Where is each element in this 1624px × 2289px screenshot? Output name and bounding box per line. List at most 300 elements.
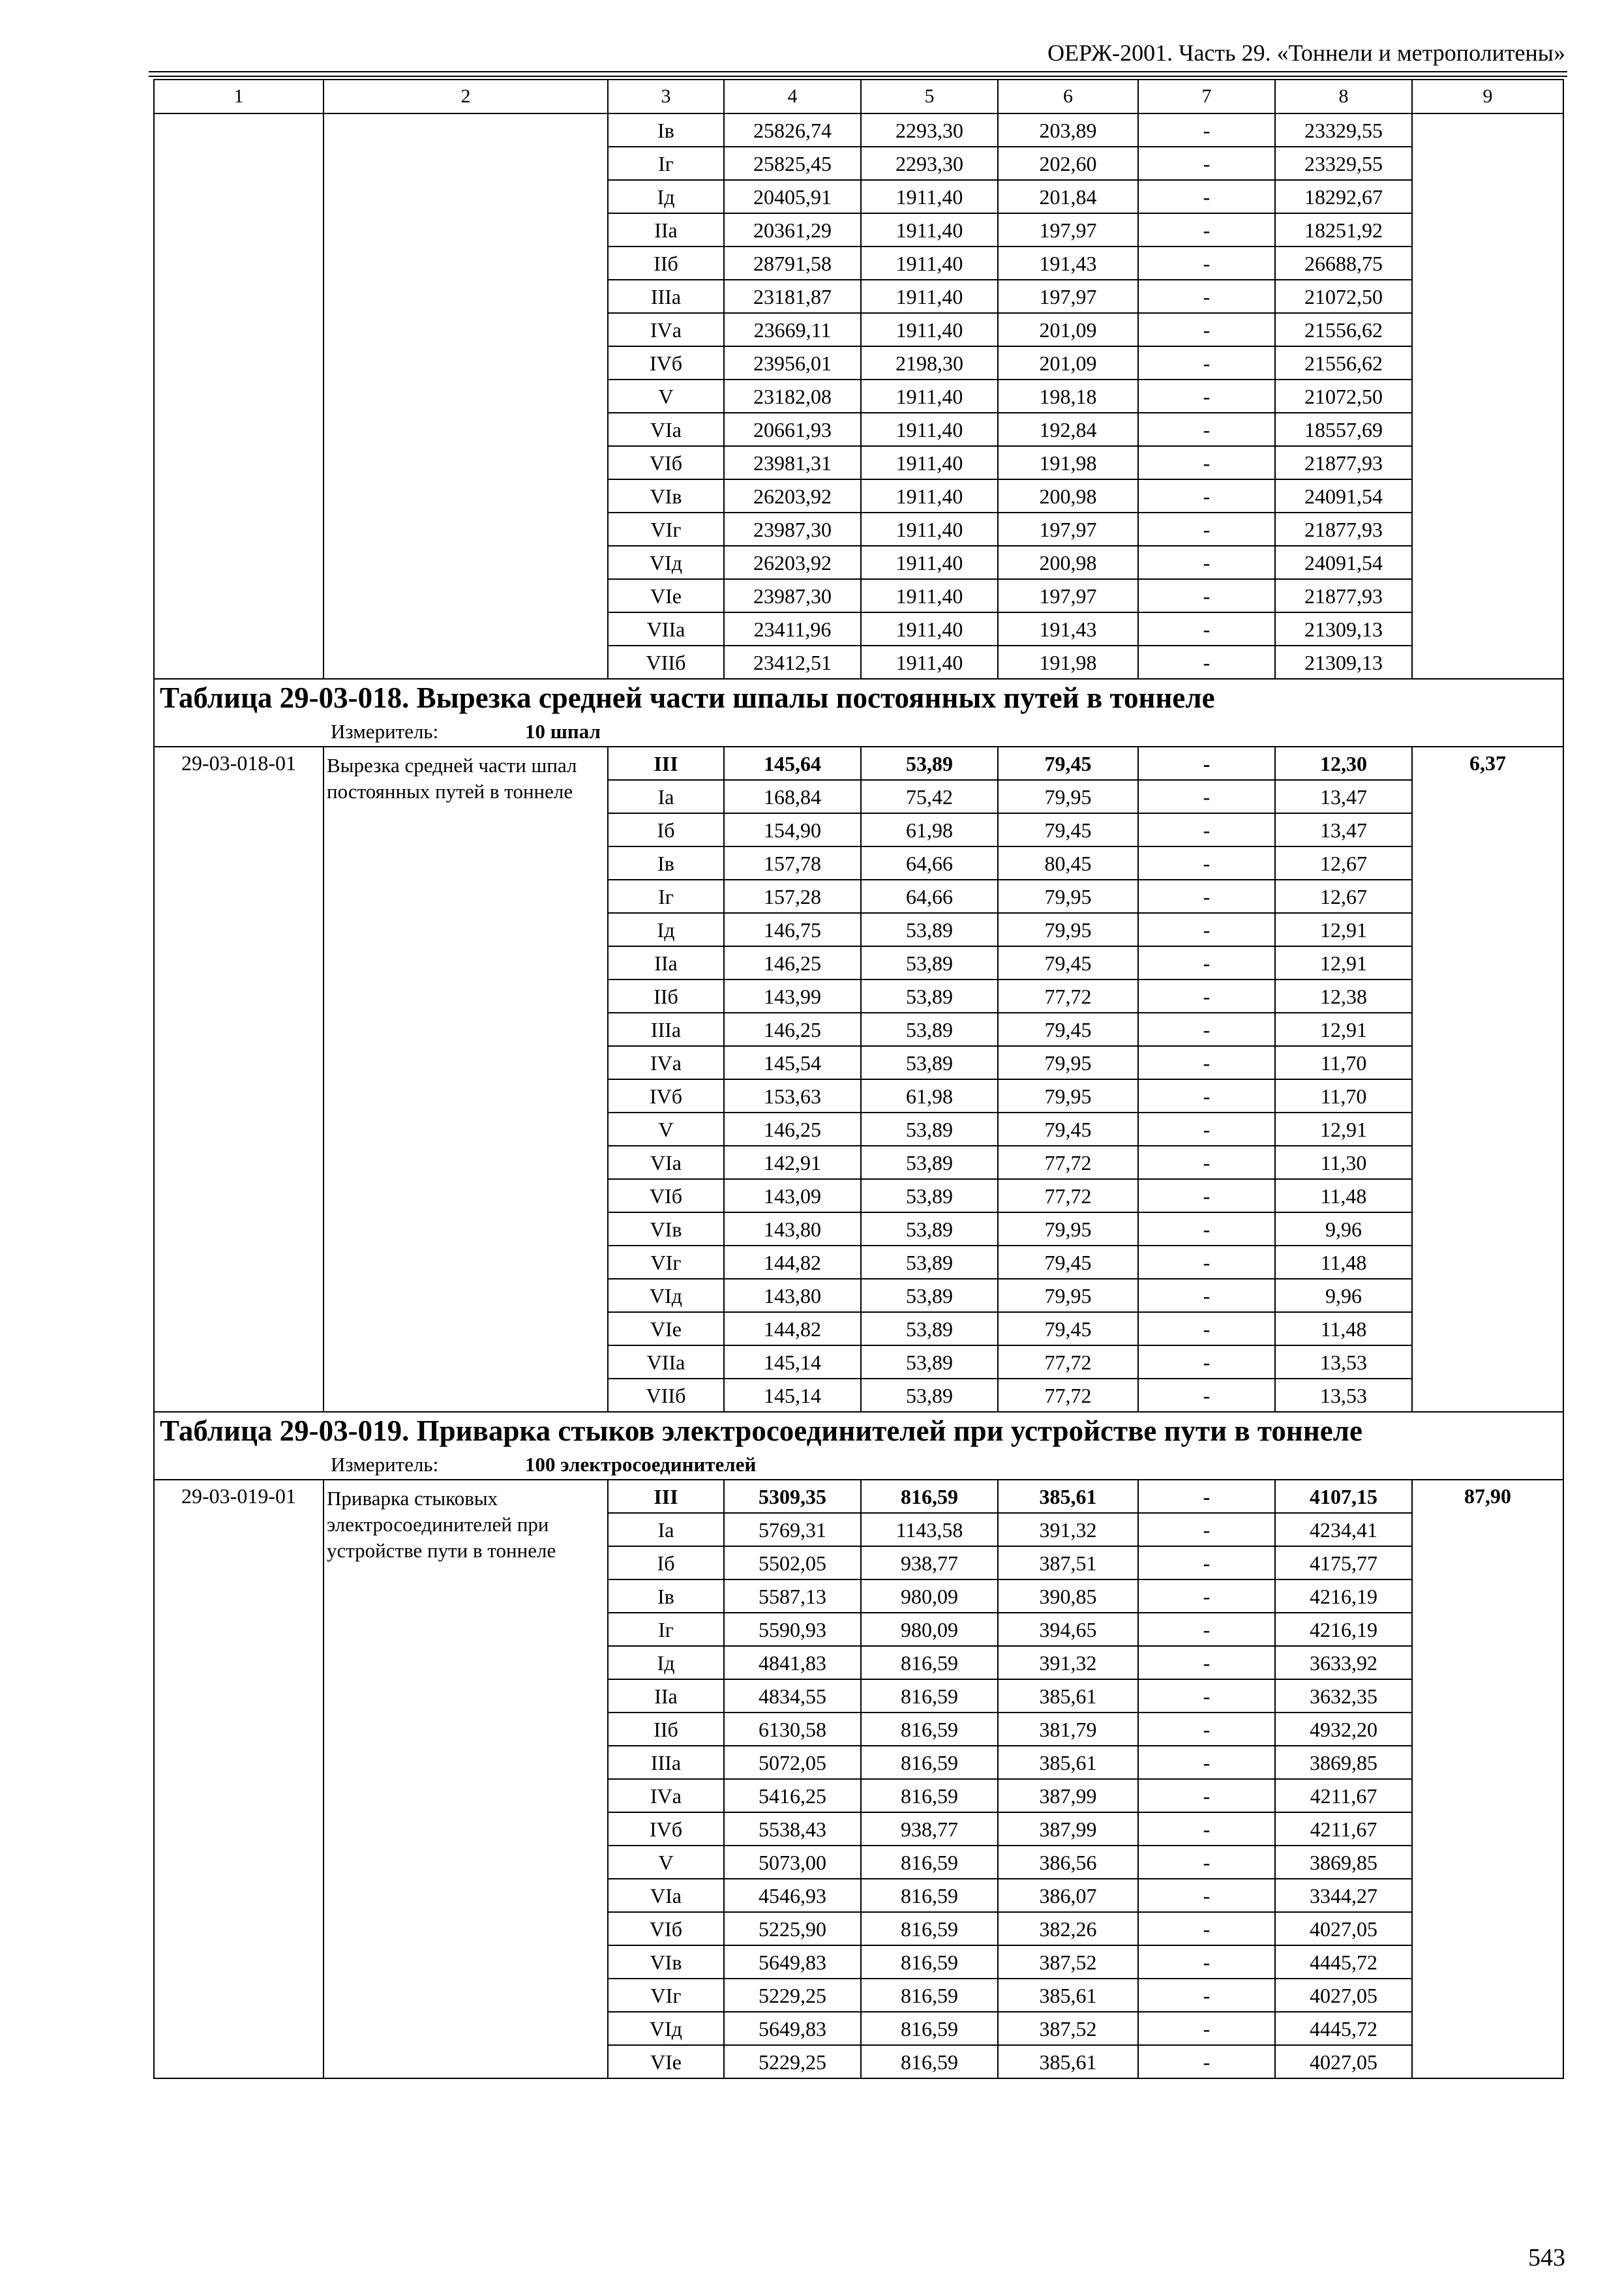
- zone-cell: VIв: [608, 1945, 724, 1979]
- value-cell: 79,45: [998, 1312, 1138, 1345]
- value-cell: 5502,05: [724, 1546, 861, 1579]
- col9-cell: [1412, 113, 1563, 679]
- value-cell: 385,61: [998, 1480, 1138, 1513]
- value-cell: 11,48: [1275, 1246, 1412, 1279]
- zone-cell: Iг: [608, 147, 724, 180]
- value-cell: 26688,75: [1275, 247, 1412, 280]
- value-cell: 21072,50: [1275, 280, 1412, 313]
- value-cell: 191,98: [998, 646, 1138, 679]
- value-cell: 4932,20: [1275, 1713, 1412, 1746]
- value-cell: -: [1138, 313, 1275, 346]
- zone-cell: IIIа: [608, 280, 724, 313]
- value-cell: 53,89: [861, 913, 998, 946]
- value-cell: 5072,05: [724, 1746, 861, 1779]
- unit-row: [154, 1449, 1563, 1480]
- value-cell: 23987,30: [724, 579, 861, 612]
- zone-cell: VIIа: [608, 612, 724, 646]
- zone-cell: Iв: [608, 113, 724, 147]
- value-cell: 20361,29: [724, 213, 861, 247]
- value-cell: 5769,31: [724, 1513, 861, 1546]
- value-cell: 201,84: [998, 180, 1138, 213]
- value-cell: 79,95: [998, 1046, 1138, 1079]
- value-cell: 146,25: [724, 1013, 861, 1046]
- value-cell: 12,91: [1275, 1013, 1412, 1046]
- value-cell: 390,85: [998, 1579, 1138, 1613]
- value-cell: 53,89: [861, 946, 998, 980]
- value-cell: 146,75: [724, 913, 861, 946]
- value-cell: 191,98: [998, 446, 1138, 479]
- value-cell: 9,96: [1275, 1279, 1412, 1312]
- value-cell: -: [1138, 846, 1275, 880]
- zone-cell: VIг: [608, 1979, 724, 2012]
- value-cell: 387,51: [998, 1546, 1138, 1579]
- value-cell: -: [1138, 1945, 1275, 1979]
- value-cell: 23956,01: [724, 346, 861, 380]
- value-cell: -: [1138, 1113, 1275, 1146]
- value-cell: -: [1138, 747, 1275, 780]
- value-cell: 146,25: [724, 946, 861, 980]
- value-cell: 23987,30: [724, 513, 861, 546]
- value-cell: 2198,30: [861, 346, 998, 380]
- code-cell: [154, 113, 323, 679]
- value-cell: 385,61: [998, 1679, 1138, 1713]
- value-cell: 21309,13: [1275, 612, 1412, 646]
- column-number: 3: [608, 80, 724, 113]
- column-number: 8: [1275, 80, 1412, 113]
- value-cell: 79,95: [998, 880, 1138, 913]
- value-cell: 5225,90: [724, 1912, 861, 1945]
- value-cell: -: [1138, 2012, 1275, 2045]
- value-cell: 387,99: [998, 1812, 1138, 1846]
- header-divider: [149, 71, 1567, 72]
- value-cell: 5309,35: [724, 1480, 861, 1513]
- value-cell: 157,28: [724, 880, 861, 913]
- value-cell: -: [1138, 1546, 1275, 1579]
- zone-cell: IIб: [608, 247, 724, 280]
- value-cell: 11,70: [1275, 1046, 1412, 1079]
- value-cell: 1143,58: [861, 1513, 998, 1546]
- value-cell: 53,89: [861, 1279, 998, 1312]
- value-cell: -: [1138, 1480, 1275, 1513]
- value-cell: -: [1138, 1046, 1275, 1079]
- zone-cell: IIа: [608, 1679, 724, 1713]
- value-cell: 197,97: [998, 579, 1138, 612]
- zone-cell: VIг: [608, 1246, 724, 1279]
- zone-cell: VIб: [608, 1912, 724, 1945]
- value-cell: 816,59: [861, 1912, 998, 1945]
- value-cell: -: [1138, 1812, 1275, 1846]
- value-cell: 157,78: [724, 846, 861, 880]
- column-number: 1: [154, 80, 323, 113]
- zone-cell: IIIа: [608, 1746, 724, 1779]
- value-cell: -: [1138, 646, 1275, 679]
- unit-label: Измеритель:: [331, 719, 439, 743]
- value-cell: 4546,93: [724, 1879, 861, 1912]
- value-cell: 25826,74: [724, 113, 861, 147]
- value-cell: 4834,55: [724, 1679, 861, 1713]
- value-cell: 1911,40: [861, 380, 998, 413]
- value-cell: 1911,40: [861, 280, 998, 313]
- value-cell: 938,77: [861, 1812, 998, 1846]
- value-cell: 75,42: [861, 780, 998, 813]
- value-cell: 77,72: [998, 1345, 1138, 1379]
- value-cell: 79,95: [998, 780, 1138, 813]
- value-cell: 1911,40: [861, 646, 998, 679]
- value-cell: 53,89: [861, 1013, 998, 1046]
- value-cell: 394,65: [998, 1613, 1138, 1646]
- value-cell: 143,80: [724, 1279, 861, 1312]
- value-cell: 144,82: [724, 1246, 861, 1279]
- value-cell: 53,89: [861, 980, 998, 1013]
- value-cell: 5229,25: [724, 1979, 861, 2012]
- column-number: 7: [1138, 80, 1275, 113]
- value-cell: 387,99: [998, 1779, 1138, 1812]
- value-cell: -: [1138, 280, 1275, 313]
- code-cell: 29-03-018-01: [154, 747, 323, 1412]
- value-cell: 23669,11: [724, 313, 861, 346]
- value-cell: 1911,40: [861, 213, 998, 247]
- value-cell: 53,89: [861, 1345, 998, 1379]
- value-cell: 145,54: [724, 1046, 861, 1079]
- value-cell: 198,18: [998, 380, 1138, 413]
- column-number: 9: [1412, 80, 1563, 113]
- value-cell: 197,97: [998, 280, 1138, 313]
- rates-table-body: [154, 80, 1563, 2078]
- unit-cell: [154, 1449, 1563, 1480]
- zone-cell: Iв: [608, 846, 724, 880]
- value-cell: 5587,13: [724, 1579, 861, 1613]
- value-cell: 4216,19: [1275, 1613, 1412, 1646]
- value-cell: 816,59: [861, 1679, 998, 1713]
- zone-cell: III: [608, 747, 724, 780]
- value-cell: 980,09: [861, 1579, 998, 1613]
- value-cell: 1911,40: [861, 446, 998, 479]
- unit-row: [154, 716, 1563, 747]
- zone-cell: IVб: [608, 346, 724, 380]
- value-cell: -: [1138, 1613, 1275, 1646]
- zone-cell: V: [608, 380, 724, 413]
- zone-cell: VIе: [608, 2045, 724, 2078]
- value-cell: 1911,40: [861, 180, 998, 213]
- value-cell: 387,52: [998, 2012, 1138, 2045]
- value-cell: 18251,92: [1275, 213, 1412, 247]
- value-cell: -: [1138, 1279, 1275, 1312]
- value-cell: 26203,92: [724, 479, 861, 513]
- value-cell: -: [1138, 1146, 1275, 1179]
- value-cell: 4027,05: [1275, 1912, 1412, 1945]
- value-cell: 153,63: [724, 1079, 861, 1113]
- value-cell: 53,89: [861, 1179, 998, 1212]
- value-cell: 816,59: [861, 1646, 998, 1679]
- value-cell: 12,91: [1275, 913, 1412, 946]
- value-cell: 1911,40: [861, 612, 998, 646]
- value-cell: 381,79: [998, 1713, 1138, 1746]
- value-cell: 816,59: [861, 1979, 998, 2012]
- value-cell: 4107,15: [1275, 1480, 1412, 1513]
- value-cell: 53,89: [861, 1379, 998, 1412]
- value-cell: 382,26: [998, 1912, 1138, 1945]
- value-cell: 5416,25: [724, 1779, 861, 1812]
- value-cell: 391,32: [998, 1646, 1138, 1679]
- value-cell: 1911,40: [861, 413, 998, 446]
- value-cell: 201,09: [998, 313, 1138, 346]
- zone-cell: VIб: [608, 1179, 724, 1212]
- value-cell: 386,07: [998, 1879, 1138, 1912]
- value-cell: 816,59: [861, 1746, 998, 1779]
- rates-table: [153, 79, 1564, 2079]
- zone-cell: VIе: [608, 579, 724, 612]
- value-cell: 53,89: [861, 1212, 998, 1246]
- value-cell: 12,67: [1275, 880, 1412, 913]
- value-cell: -: [1138, 813, 1275, 846]
- value-cell: 9,96: [1275, 1212, 1412, 1246]
- value-cell: -: [1138, 513, 1275, 546]
- value-cell: -: [1138, 1713, 1275, 1746]
- value-cell: -: [1138, 1345, 1275, 1379]
- zone-cell: Iб: [608, 813, 724, 846]
- value-cell: 13,53: [1275, 1345, 1412, 1379]
- value-cell: 12,67: [1275, 846, 1412, 880]
- zone-cell: VIа: [608, 1146, 724, 1179]
- value-cell: 80,45: [998, 846, 1138, 880]
- value-cell: 77,72: [998, 1379, 1138, 1412]
- value-cell: 816,59: [861, 1779, 998, 1812]
- zone-cell: IIб: [608, 980, 724, 1013]
- value-cell: 146,25: [724, 1113, 861, 1146]
- value-cell: 79,95: [998, 1279, 1138, 1312]
- value-cell: 12,38: [1275, 980, 1412, 1013]
- value-cell: 23981,31: [724, 446, 861, 479]
- value-cell: 192,84: [998, 413, 1138, 446]
- value-cell: 816,59: [861, 1480, 998, 1513]
- value-cell: 816,59: [861, 1846, 998, 1879]
- value-cell: 79,45: [998, 813, 1138, 846]
- value-cell: -: [1138, 612, 1275, 646]
- value-cell: 202,60: [998, 147, 1138, 180]
- value-cell: 4234,41: [1275, 1513, 1412, 1546]
- unit-value: 10 шпал: [525, 719, 601, 743]
- value-cell: 386,56: [998, 1846, 1138, 1879]
- value-cell: 53,89: [861, 1246, 998, 1279]
- column-number: 4: [724, 80, 861, 113]
- value-cell: -: [1138, 1312, 1275, 1345]
- value-cell: 26203,92: [724, 546, 861, 579]
- value-cell: -: [1138, 1679, 1275, 1713]
- value-cell: 13,53: [1275, 1379, 1412, 1412]
- value-cell: 168,84: [724, 780, 861, 813]
- table-title-row: [154, 679, 1563, 716]
- value-cell: 21556,62: [1275, 313, 1412, 346]
- value-cell: 61,98: [861, 1079, 998, 1113]
- value-cell: 5229,25: [724, 2045, 861, 2078]
- zone-cell: VIб: [608, 446, 724, 479]
- col9-cell: 6,37: [1412, 747, 1563, 1412]
- value-cell: 77,72: [998, 980, 1138, 1013]
- zone-cell: V: [608, 1846, 724, 1879]
- value-cell: 3344,27: [1275, 1879, 1412, 1912]
- zone-cell: IIб: [608, 1713, 724, 1746]
- value-cell: 816,59: [861, 2045, 998, 2078]
- value-cell: 25825,45: [724, 147, 861, 180]
- value-cell: 11,30: [1275, 1146, 1412, 1179]
- zone-cell: IVа: [608, 1779, 724, 1812]
- zone-cell: VIIб: [608, 646, 724, 679]
- value-cell: 23412,51: [724, 646, 861, 679]
- zone-cell: VIIб: [608, 1379, 724, 1412]
- description-cell: Вырезка средней части шпал постоянных путей в тоннеле: [323, 747, 608, 1412]
- value-cell: 3632,35: [1275, 1679, 1412, 1713]
- zone-cell: VIв: [608, 1212, 724, 1246]
- table-title-row: [154, 1412, 1563, 1449]
- zone-cell: VIв: [608, 479, 724, 513]
- value-cell: 79,45: [998, 747, 1138, 780]
- code-cell: 29-03-019-01: [154, 1480, 323, 2078]
- value-cell: 191,43: [998, 247, 1138, 280]
- value-cell: 5590,93: [724, 1613, 861, 1646]
- value-cell: 938,77: [861, 1546, 998, 1579]
- value-cell: -: [1138, 980, 1275, 1013]
- value-cell: 5073,00: [724, 1846, 861, 1879]
- value-cell: -: [1138, 546, 1275, 579]
- value-cell: 79,45: [998, 1246, 1138, 1279]
- value-cell: 385,61: [998, 2045, 1138, 2078]
- value-cell: 816,59: [861, 2012, 998, 2045]
- value-cell: -: [1138, 479, 1275, 513]
- value-cell: -: [1138, 413, 1275, 446]
- value-cell: 2293,30: [861, 113, 998, 147]
- value-cell: 5649,83: [724, 2012, 861, 2045]
- value-cell: 145,14: [724, 1379, 861, 1412]
- table-title: Таблица 29-03-019. Приварка стыков электросоединителей при устройстве пути в тоннеле: [154, 1412, 1563, 1449]
- zone-cell: IIа: [608, 213, 724, 247]
- value-cell: 143,09: [724, 1179, 861, 1212]
- unit-label: Измеритель:: [331, 1452, 439, 1476]
- zone-cell: III: [608, 1480, 724, 1513]
- value-cell: 64,66: [861, 880, 998, 913]
- value-cell: -: [1138, 346, 1275, 380]
- header-divider: [149, 76, 1567, 77]
- value-cell: 6130,58: [724, 1713, 861, 1746]
- zone-cell: IIа: [608, 946, 724, 980]
- value-cell: 21556,62: [1275, 346, 1412, 380]
- zone-cell: VIд: [608, 546, 724, 579]
- value-cell: 24091,54: [1275, 546, 1412, 579]
- value-cell: 197,97: [998, 513, 1138, 546]
- value-cell: 200,98: [998, 546, 1138, 579]
- value-cell: 12,30: [1275, 747, 1412, 780]
- value-cell: -: [1138, 1846, 1275, 1879]
- value-cell: 13,47: [1275, 813, 1412, 846]
- value-cell: -: [1138, 1746, 1275, 1779]
- value-cell: 4211,67: [1275, 1779, 1412, 1812]
- value-cell: 980,09: [861, 1613, 998, 1646]
- value-cell: 145,14: [724, 1345, 861, 1379]
- value-cell: 816,59: [861, 1945, 998, 1979]
- value-cell: 191,43: [998, 612, 1138, 646]
- zone-cell: VIIа: [608, 1345, 724, 1379]
- value-cell: 1911,40: [861, 247, 998, 280]
- zone-cell: IIIа: [608, 1013, 724, 1046]
- value-cell: 4216,19: [1275, 1579, 1412, 1613]
- value-cell: 387,52: [998, 1945, 1138, 1979]
- value-cell: 4027,05: [1275, 1979, 1412, 2012]
- value-cell: 23329,55: [1275, 113, 1412, 147]
- value-cell: -: [1138, 1079, 1275, 1113]
- zone-cell: Iд: [608, 180, 724, 213]
- value-cell: 79,95: [998, 1212, 1138, 1246]
- value-cell: -: [1138, 1779, 1275, 1812]
- value-cell: 53,89: [861, 1046, 998, 1079]
- value-cell: 24091,54: [1275, 479, 1412, 513]
- description-cell: [323, 113, 608, 679]
- value-cell: -: [1138, 880, 1275, 913]
- value-cell: 21309,13: [1275, 646, 1412, 679]
- value-cell: -: [1138, 213, 1275, 247]
- column-number: 6: [998, 80, 1138, 113]
- zone-cell: IVб: [608, 1812, 724, 1846]
- zone-cell: Iг: [608, 880, 724, 913]
- value-cell: 201,09: [998, 346, 1138, 380]
- value-cell: 4841,83: [724, 1646, 861, 1679]
- value-cell: 4445,72: [1275, 2012, 1412, 2045]
- value-cell: 3633,92: [1275, 1646, 1412, 1679]
- value-cell: -: [1138, 380, 1275, 413]
- value-cell: 18557,69: [1275, 413, 1412, 446]
- value-cell: 143,80: [724, 1212, 861, 1246]
- document-header-title: ОЕРЖ-2001. Часть 29. «Тоннели и метрополитены»: [1047, 40, 1565, 66]
- value-cell: 23182,08: [724, 380, 861, 413]
- value-cell: 203,89: [998, 113, 1138, 147]
- zone-cell: IVа: [608, 313, 724, 346]
- table-row: [154, 747, 1563, 780]
- value-cell: 28791,58: [724, 247, 861, 280]
- value-cell: 21072,50: [1275, 380, 1412, 413]
- value-cell: 20405,91: [724, 180, 861, 213]
- table-row: [154, 1480, 1563, 1513]
- value-cell: 79,95: [998, 1079, 1138, 1113]
- value-cell: 2293,30: [861, 147, 998, 180]
- col9-cell: 87,90: [1412, 1480, 1563, 2078]
- value-cell: 144,82: [724, 1312, 861, 1345]
- value-cell: 11,70: [1275, 1079, 1412, 1113]
- table-row: [154, 113, 1563, 147]
- zone-cell: VIа: [608, 1879, 724, 1912]
- value-cell: 4175,77: [1275, 1546, 1412, 1579]
- value-cell: 816,59: [861, 1713, 998, 1746]
- value-cell: 145,64: [724, 747, 861, 780]
- value-cell: 3869,85: [1275, 1846, 1412, 1879]
- zone-cell: Iб: [608, 1546, 724, 1579]
- value-cell: 79,95: [998, 913, 1138, 946]
- value-cell: 23411,96: [724, 612, 861, 646]
- value-cell: 53,89: [861, 1312, 998, 1345]
- column-number-row: [154, 80, 1563, 113]
- zone-cell: IVа: [608, 1046, 724, 1079]
- value-cell: 3869,85: [1275, 1746, 1412, 1779]
- value-cell: -: [1138, 1179, 1275, 1212]
- zone-cell: VIг: [608, 513, 724, 546]
- value-cell: 1911,40: [861, 513, 998, 546]
- value-cell: 77,72: [998, 1179, 1138, 1212]
- value-cell: -: [1138, 446, 1275, 479]
- value-cell: -: [1138, 579, 1275, 612]
- value-cell: -: [1138, 1912, 1275, 1945]
- value-cell: -: [1138, 1212, 1275, 1246]
- zone-cell: Iа: [608, 780, 724, 813]
- value-cell: 13,47: [1275, 780, 1412, 813]
- value-cell: 23181,87: [724, 280, 861, 313]
- value-cell: 12,91: [1275, 1113, 1412, 1146]
